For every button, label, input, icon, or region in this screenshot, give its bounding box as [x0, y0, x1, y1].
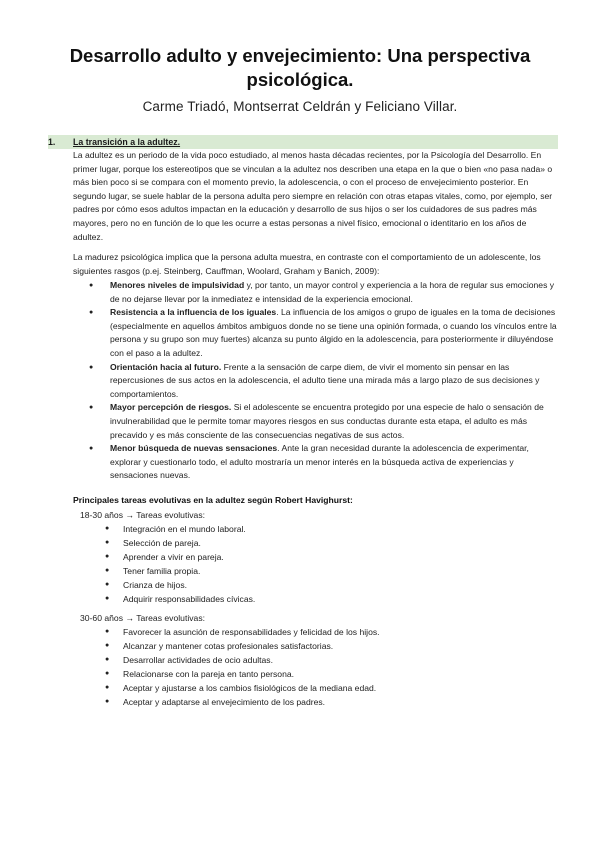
trait-term: Resistencia a la influencia de los iguales [110, 307, 277, 318]
list-item [73, 442, 557, 483]
task-list [80, 522, 550, 606]
trait-text: Si el adolescente se encuentra protegido por una especie de halo o sensación de invulnerabilidad que le permite tomar mayores riesgos en sus conductas durante esta etapa, el adulto es más precavido y es más consciente de las consecuencias negativas de sus actos. [110, 402, 544, 440]
list-item [73, 279, 557, 306]
task-group-label: 30-60 años → Tareas evolutivas: [80, 613, 205, 623]
list-item [80, 681, 550, 695]
bullet-icon: ● [89, 309, 94, 317]
bullet-icon: ● [105, 539, 110, 546]
trait-term: Orientación hacia al futuro. [110, 361, 222, 372]
havighurst-heading: Principales tareas evolutivas en la adultez según Robert Havighurst: [73, 495, 353, 505]
list-item [80, 536, 550, 550]
section-title: La transición a la adultez. [73, 137, 181, 147]
authors: Carme Triadó, Montserrat Celdrán y Feliciano Villar. [142, 99, 458, 114]
task-text: Aceptar y adaptarse al envejecimiento de los padres. [123, 697, 326, 707]
bullet-icon: ● [105, 567, 110, 574]
list-item [80, 625, 550, 639]
task-group-18-30 [80, 508, 550, 606]
list-item [80, 653, 550, 667]
list-item [73, 361, 557, 402]
traits-list [73, 279, 557, 483]
bullet-icon: ● [89, 404, 94, 412]
task-text: Selección de pareja. [123, 538, 201, 548]
trait-term: Menor búsqueda de nuevas sensaciones [110, 443, 278, 454]
bullet-icon: ● [105, 656, 110, 663]
section-heading [48, 135, 558, 149]
paragraph-intro: La adultez es un periodo de la vida poco estudiado, al menos hasta décadas recientes, por la Psicología del Desarrollo. En primer lugar, porque los estereotipos que se vinculan a la adultez nos describen una etapa en la que o bien «no pasa nada» o más bien poco si se compara con el momento previo, la adolescencia, o con el proceso de envejecimiento posterior. En segundo lugar, se suele hablar de la persona adulta pero siempre en relación con otras etapas vitales, como, por ejemplo, ser padres por cómo esos adultos impactan en la educación y desarrollo de sus hijos o ser los cuidadores de sus padres más mayores, pero no en función de lo que les ocurre a estas personas a nivel físico, emocional o identitario en los años de adultez. [73, 150, 553, 242]
list-item [80, 639, 550, 653]
list-item [80, 522, 550, 536]
list-item [73, 401, 557, 442]
task-list [80, 625, 550, 709]
bullet-icon: ● [105, 670, 110, 677]
trait-text: y, por tanto, un mayor control y experiencia a la hora de regular sus emociones y de no dejarse llevar por la inmediatez e intensidad de la experiencia emocional. [110, 280, 555, 304]
bullet-icon: ● [105, 628, 110, 635]
bullet-icon: ● [105, 525, 110, 532]
trait-text: Frente a la sensación de carpe diem, de vivir el momento sin pensar en las repercusiones de sus actos en la adolescencia, el adulto tiene una mirada más a largo plazo de sus decisiones y comportamientos. [110, 361, 540, 399]
trait-term: Mayor percepción de riesgos. [110, 402, 232, 413]
task-text: Adquirir responsabilidades cívicas. [123, 594, 256, 604]
task-text: Integración en el mundo laboral. [123, 524, 246, 534]
trait-text: . La influencia de los amigos o grupo de iguales en la toma de decisiones (especialmente en aquellos ámbitos ambiguos donde no se tiene una opinión formada, o cuando los vínculos entre la persona y su grupo son muy fuertes) alcanza su punto álgido en la adolescencia, para posteriormente ir diluyéndose con el paso a la adultez. [110, 307, 557, 358]
bullet-icon: ● [105, 581, 110, 588]
task-text: Alcanzar y mantener cotas profesionales satisfactorias. [123, 641, 334, 651]
task-group-30-60 [80, 611, 550, 709]
trait-term: Menores niveles de impulsividad [110, 280, 245, 290]
task-group-label: 18-30 años → Tareas evolutivas: [80, 510, 205, 520]
bullet-icon: ● [105, 684, 110, 691]
task-text: Favorecer la asunción de responsabilidades y felicidad de los hijos. [123, 627, 380, 637]
task-text: Tener familia propia. [123, 566, 201, 576]
bullet-icon: ● [105, 642, 110, 649]
task-text: Desarrollar actividades de ocio adultas. [123, 655, 273, 665]
bullet-icon: ● [89, 363, 94, 371]
bullet-icon: ● [105, 595, 110, 602]
list-item [80, 550, 550, 564]
bullet-icon: ● [89, 282, 94, 289]
list-item [73, 306, 557, 360]
list-item [80, 592, 550, 606]
bullet-icon: ● [105, 698, 110, 705]
section-number: 1. [48, 137, 56, 147]
section-heading-highlight [48, 135, 558, 149]
task-text: Aprender a vivir en pareja. [123, 552, 224, 562]
bullet-icon: ● [105, 553, 110, 560]
trait-text: . Ante la gran necesidad durante la adolescencia de experimentar, explorar y cuestionarlo todo, el adulto mostraría un menor interés en la búsqueda activa de experiencias y sensaciones nuevas. [110, 443, 529, 481]
page-title: Desarrollo adulto y envejecimiento: Una perspectiva psicológica. [69, 45, 531, 90]
list-item [80, 578, 550, 592]
paragraph-maturity: La madurez psicológica implica que la persona adulta muestra, en contraste con el comportamiento de un adolescente, los siguientes rasgos (p.ej. Steinberg, Cauffman, Woolard, Graham y Banich, 2009): [73, 252, 541, 276]
list-item [80, 695, 550, 709]
task-text: Aceptar y ajustarse a los cambios fisiológicos de la mediana edad. [123, 683, 377, 693]
bullet-icon: ● [89, 445, 94, 453]
list-item [80, 564, 550, 578]
task-text: Relacionarse con la pareja en tanto persona. [123, 669, 295, 679]
task-text: Crianza de hijos. [123, 580, 188, 590]
list-item [80, 667, 550, 681]
